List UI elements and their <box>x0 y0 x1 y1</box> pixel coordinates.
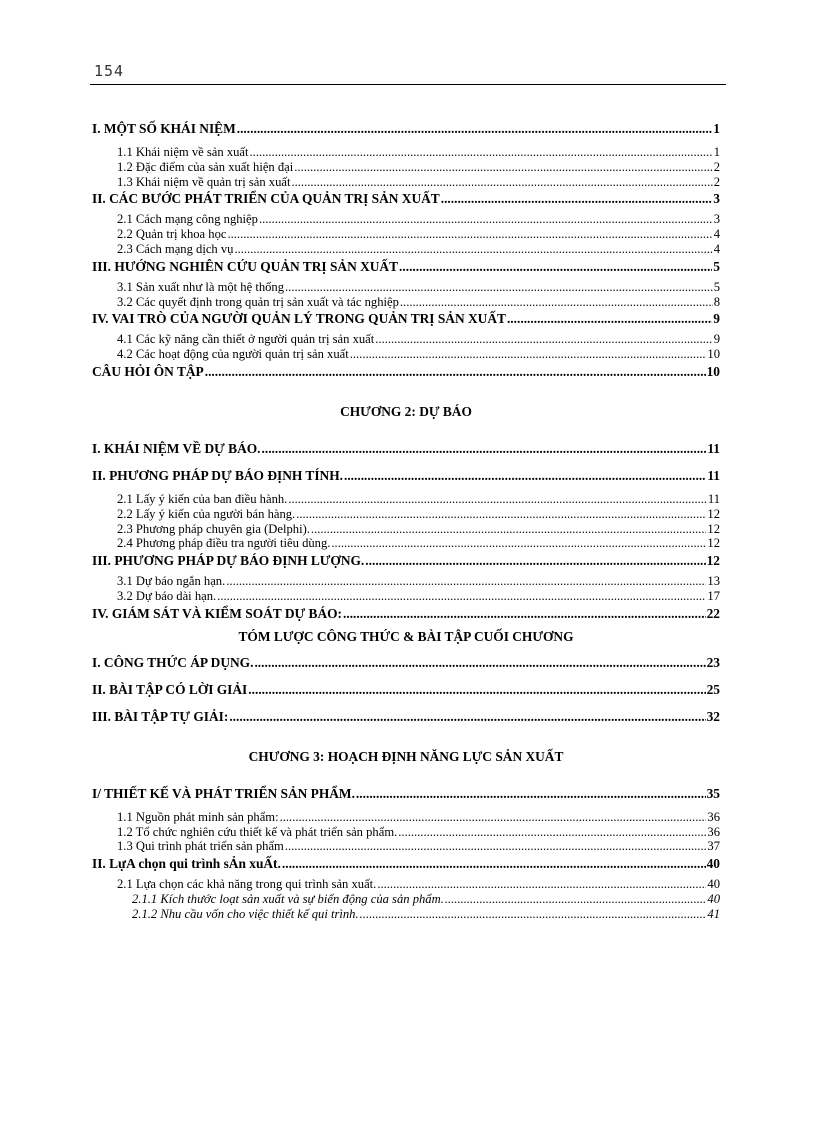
toc-entry-page: 1 <box>713 121 720 136</box>
toc-entry-label: 2.2 Quản trị khoa học <box>117 227 227 242</box>
toc-entry-page: 4 <box>713 241 720 256</box>
toc-entry[interactable] <box>92 825 720 840</box>
leader-dots <box>400 295 713 310</box>
toc-entry-label: I. CÔNG THỨC ÁP DỤNG. <box>92 654 254 670</box>
leader-dots <box>445 892 707 907</box>
toc-entry-label: 3.2 Dự báo dài hạn. <box>117 588 217 603</box>
leader-dots <box>356 785 706 802</box>
leader-dots <box>343 605 706 622</box>
toc-entry[interactable] <box>92 605 720 622</box>
toc-entry-label: IV. GIÁM SÁT VÀ KIỂM SOÁT DỰ BÁO: <box>92 605 343 621</box>
toc-entry[interactable] <box>92 258 720 275</box>
toc-entry-label: 1.3 Qui trình phát triển sản phẩm <box>117 839 284 854</box>
toc-entry[interactable] <box>92 507 720 522</box>
toc-entry-page: 4 <box>713 227 720 242</box>
toc-entry-label: 4.2 Các hoạt động của người quản trị sản xuất <box>117 347 349 362</box>
toc-entry-page: 10 <box>707 347 720 362</box>
toc-entry[interactable] <box>92 892 720 907</box>
toc-entry-label: 1.1 Nguồn phát minh sản phẩm: <box>117 809 279 824</box>
toc-entry-page: 32 <box>706 708 720 724</box>
toc-entry-page: 5 <box>713 279 720 294</box>
toc-entry-label: 2.1 Cách mạng công nghiệp <box>117 212 258 227</box>
toc-entry-label: 3.1 Sản xuất như là một hệ thống <box>117 279 285 294</box>
toc-entry-label: 1.1 Khái niệm về sản xuất <box>117 145 249 159</box>
toc-entry-label: 1.2 Tổ chức nghiên cứu thiết kế và phát triển sản phẩm. <box>117 824 398 839</box>
toc-entry-label: II. BÀI TẬP CÓ LỜI GIẢI <box>92 681 248 697</box>
table-of-contents <box>92 118 720 922</box>
toc-entry[interactable] <box>92 242 720 257</box>
chapter-heading: CHƯƠNG 2: DỰ BÁO <box>340 403 472 419</box>
toc-entry[interactable] <box>92 839 720 854</box>
leader-dots <box>280 810 707 825</box>
toc-entry[interactable] <box>92 552 720 569</box>
toc-entry-page: 22 <box>706 605 720 621</box>
toc-entry-label: 2.4 Phương pháp điều tra người tiêu dùng. <box>117 536 331 551</box>
page-number: 154 <box>94 62 125 80</box>
toc-entry-page: 11 <box>707 491 720 506</box>
toc-entry[interactable] <box>92 440 720 457</box>
leader-dots <box>331 536 706 551</box>
toc-entry-label: 1.2 Đặc điểm của sản xuất hiện đại <box>117 159 294 174</box>
toc-entry-page: 36 <box>707 809 720 824</box>
toc-entry-page: 13 <box>707 574 720 589</box>
toc-entry-page: 8 <box>713 294 720 309</box>
leader-dots <box>350 347 707 362</box>
toc-entry[interactable] <box>92 363 720 380</box>
toc-entry-page: 25 <box>706 681 720 697</box>
leader-dots <box>399 258 712 275</box>
toc-entry-label: II. PHƯƠNG PHÁP DỰ BÁO ĐỊNH TÍNH. <box>92 467 343 483</box>
toc-entry[interactable] <box>92 522 720 537</box>
toc-entry[interactable] <box>92 681 720 698</box>
toc-entry-label: 3.1 Dự báo ngắn hạn. <box>117 574 226 589</box>
toc-entry-label: I. KHÁI NIỆM VỀ DỰ BÁO. <box>92 440 261 456</box>
leader-dots <box>226 574 706 589</box>
toc-entry-label: 2.1.1 Kích thước loạt sản xuất và sự biến động của sản phẩm. <box>132 891 444 906</box>
toc-entry[interactable] <box>92 227 720 242</box>
toc-entry-page: 12 <box>707 536 720 551</box>
toc-entry[interactable] <box>92 810 720 825</box>
leader-dots <box>234 242 712 257</box>
leader-dots <box>285 839 707 854</box>
toc-entry-page: 2 <box>713 159 720 174</box>
section-heading: TÓM LƯỢC CÔNG THỨC & BÀI TẬP CUỐI CHƯƠNG <box>238 628 574 644</box>
leader-dots <box>398 825 706 840</box>
toc-entry[interactable] <box>92 310 720 327</box>
leader-dots <box>285 280 713 295</box>
toc-entry[interactable] <box>92 295 720 310</box>
toc-entry-page: 40 <box>707 891 720 906</box>
leader-dots <box>227 227 712 242</box>
toc-entry-page: 40 <box>707 877 720 892</box>
leader-dots <box>288 492 707 507</box>
toc-entry[interactable] <box>92 120 720 137</box>
toc-entry[interactable] <box>92 589 720 604</box>
toc-entry-label: 2.3 Phương pháp chuyên gia (Delphi). <box>117 521 310 536</box>
toc-entry[interactable] <box>92 907 720 922</box>
toc-entry-page: 3 <box>713 191 720 207</box>
toc-entry-page: 23 <box>706 654 720 670</box>
toc-entry-label: I/ THIẾT KẾ VÀ PHÁT TRIỂN SẢN PHẨM. <box>92 785 355 801</box>
toc-entry-page: 36 <box>707 824 720 839</box>
toc-entry-page: 17 <box>707 588 720 603</box>
leader-dots <box>294 160 712 175</box>
leader-dots <box>344 467 706 484</box>
toc-entry[interactable] <box>92 492 720 507</box>
toc-entry-label: IV. VAI TRÒ CỦA NGƯỜI QUẢN LÝ TRONG QUẢN TRỊ SẢN XUẤT <box>92 311 506 327</box>
leader-dots <box>250 145 713 160</box>
leader-dots <box>296 507 706 522</box>
toc-entry-page: 12 <box>707 506 720 521</box>
toc-entry-page: 12 <box>707 521 720 536</box>
toc-entry-label: 3.2 Các quyết định trong quản trị sản xuất và tác nghiệp <box>117 294 399 309</box>
toc-entry[interactable] <box>92 212 720 227</box>
toc-entry[interactable] <box>92 785 720 802</box>
toc-entry[interactable] <box>92 175 720 190</box>
toc-entry-label: III. PHƯƠNG PHÁP DỰ BÁO ĐỊNH LƯỢNG. <box>92 553 365 569</box>
toc-entry-label: 4.1 Các kỹ năng cần thiết ở người quản trị sản xuất <box>117 332 375 347</box>
leader-dots <box>237 120 713 137</box>
toc-entry[interactable] <box>92 145 720 160</box>
toc-entry-label: II. LựA chọn qui trình sẢn xuẤt. <box>92 856 281 872</box>
leader-dots <box>254 654 705 671</box>
toc-entry-label: 2.3 Cách mạng dịch vụ <box>117 241 234 256</box>
toc-entry[interactable] <box>92 160 720 175</box>
leader-dots <box>365 552 705 569</box>
leader-dots <box>217 589 706 604</box>
toc-entry[interactable] <box>92 654 720 671</box>
toc-entry-label: 1.3 Khái niệm về quản trị sản xuất <box>117 174 291 189</box>
toc-entry[interactable] <box>92 708 720 725</box>
leader-dots <box>375 332 712 347</box>
leader-dots <box>441 190 713 207</box>
toc-entry-label: 2.1.2 Nhu cầu vốn cho việc thiết kế qui trình. <box>132 906 359 921</box>
leader-dots <box>360 907 707 922</box>
toc-entry-page: 11 <box>707 440 720 456</box>
toc-entry-label: CÂU HỎI ÔN TẬP <box>92 363 204 379</box>
leader-dots <box>291 175 712 190</box>
toc-entry[interactable] <box>92 467 720 484</box>
toc-entry[interactable] <box>92 877 720 892</box>
leader-dots <box>262 440 707 457</box>
chapter-heading: CHƯƠNG 3: HOẠCH ĐỊNH NĂNG LỰC SẢN XUẤT <box>248 748 564 764</box>
toc-entry-label: 2.1 Lấy ý kiến của ban điều hành. <box>117 491 288 506</box>
toc-entry[interactable] <box>92 536 720 551</box>
toc-entry[interactable] <box>92 190 720 207</box>
toc-entry-page: 35 <box>706 785 720 801</box>
toc-entry-page: 2 <box>713 174 720 189</box>
toc-entry[interactable] <box>92 332 720 347</box>
toc-entry-page: 37 <box>707 839 720 854</box>
toc-entry-label: 2.2 Lấy ý kiến của người bán hàng. <box>117 506 296 521</box>
leader-dots <box>205 363 706 380</box>
leader-dots <box>259 212 713 227</box>
toc-entry[interactable] <box>92 347 720 362</box>
toc-entry[interactable] <box>92 855 720 872</box>
toc-entry-page: 40 <box>706 856 720 872</box>
toc-entry-page: 10 <box>706 363 720 379</box>
toc-entry-page: 9 <box>713 311 720 327</box>
leader-dots <box>282 855 706 872</box>
toc-entry-label: III. HƯỚNG NGHIÊN CỨU QUẢN TRỊ SẢN XUẤT <box>92 258 399 274</box>
leader-dots <box>229 708 705 725</box>
toc-entry[interactable] <box>92 280 720 295</box>
toc-entry-page: 11 <box>707 467 720 483</box>
header-rule <box>90 84 726 85</box>
leader-dots <box>311 522 706 537</box>
leader-dots <box>507 310 712 327</box>
toc-entry-page: 41 <box>707 906 720 921</box>
toc-entry-page: 9 <box>713 332 720 347</box>
toc-entry-label: 2.1 Lựa chọn các khả năng trong qui trình sản xuất. <box>117 877 377 892</box>
toc-entry[interactable] <box>92 574 720 589</box>
toc-entry-label: I. MỘT SỐ KHÁI NIỆM <box>92 121 236 136</box>
toc-entry-page: 5 <box>713 258 720 274</box>
toc-entry-page: 12 <box>706 553 720 569</box>
toc-entry-label: II. CÁC BƯỚC PHÁT TRIỂN CỦA QUẢN TRỊ SẢN XUẤT <box>92 191 440 207</box>
toc-entry-label: III. BÀI TẬP TỰ GIẢI: <box>92 708 229 724</box>
leader-dots <box>248 681 705 698</box>
toc-entry-page: 3 <box>713 212 720 227</box>
leader-dots <box>377 877 706 892</box>
toc-entry-page: 1 <box>713 145 720 159</box>
